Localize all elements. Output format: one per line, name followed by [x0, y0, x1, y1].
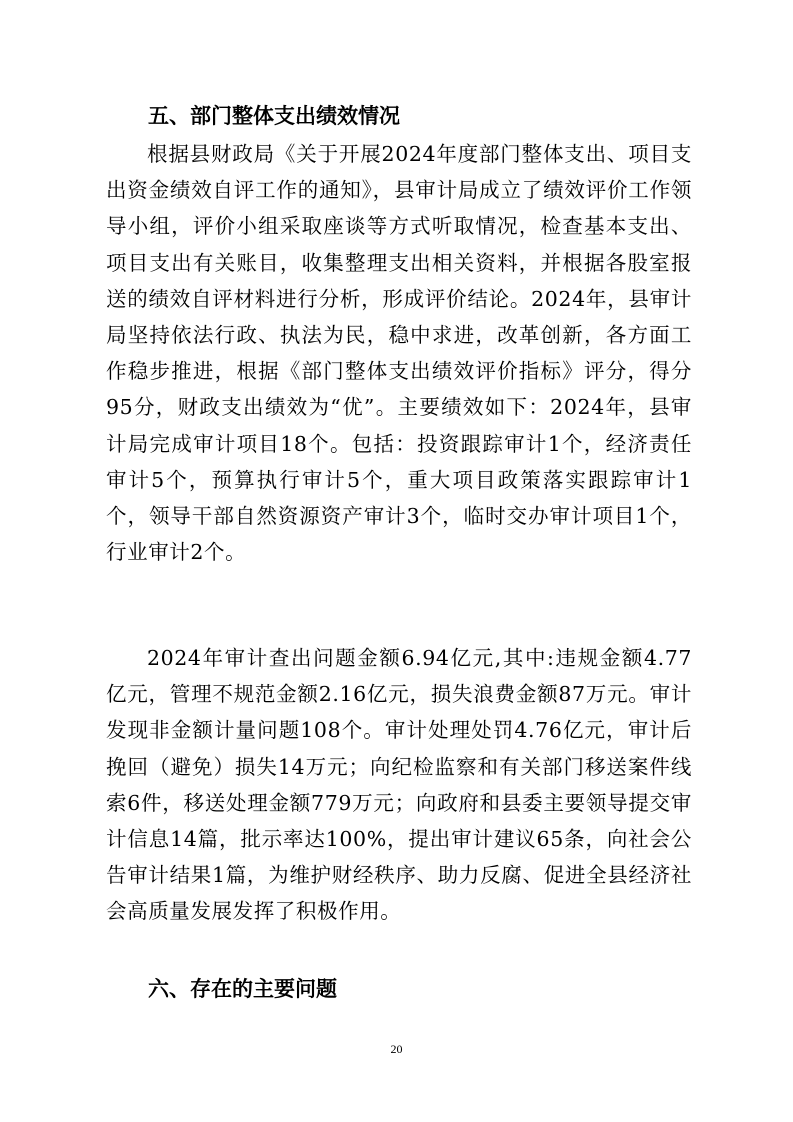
section-heading-problems: 六、存在的主要问题: [148, 977, 337, 1001]
paragraph-audit-results: 2024年审计查出问题金额6.94亿元,其中:违规金额4.77亿元，管理不规范金额2.16亿元，损失浪费金额87万元。审计发现非金额计量问题108个。审计处理处罚4.76亿元，审计后挽回（避免）损失14万元；向纪检监察和有关部门移送案件线索6件，移送处理金额779万元；向政府和县委主要领导提交审计信息14篇，批示率达100%，提出审计建议65条，向社会公告审计结果1篇，为维护财经秩序、助力反腐、促进全县经济社会高质量发展发挥了积极作用。: [106, 646, 692, 924]
section-heading-performance: 五、部门整体支出绩效情况: [148, 104, 400, 128]
page-number: 20: [390, 1042, 403, 1056]
paragraph-performance-overview: 根据县财政局《关于开展2024年度部门整体支出、项目支出资金绩效自评工作的通知》，县审计局成立了绩效评价工作领导小组，评价小组采取座谈等方式听取情况，检查基本支出、项目支出有关账目，收集整理支出相关资料，并根据各股室报送的绩效自评材料进行分析，形成评价结论。2024年，县审计局坚持依法行政、执法为民，稳中求进，改革创新，各方面工作稳步推进，根据《部门整体支出绩效评价指标》评分，得分95分，财政支出绩效为“优”。主要绩效如下：2024年，县审计局完成审计项目18个。包括：投资跟踪审计1个，经济责任审计5个，预算执行审计5个，重大项目政策落实跟踪审计1个，领导干部自然资源资产审计3个，临时交办审计项目1个，行业审计2个。: [106, 142, 692, 565]
